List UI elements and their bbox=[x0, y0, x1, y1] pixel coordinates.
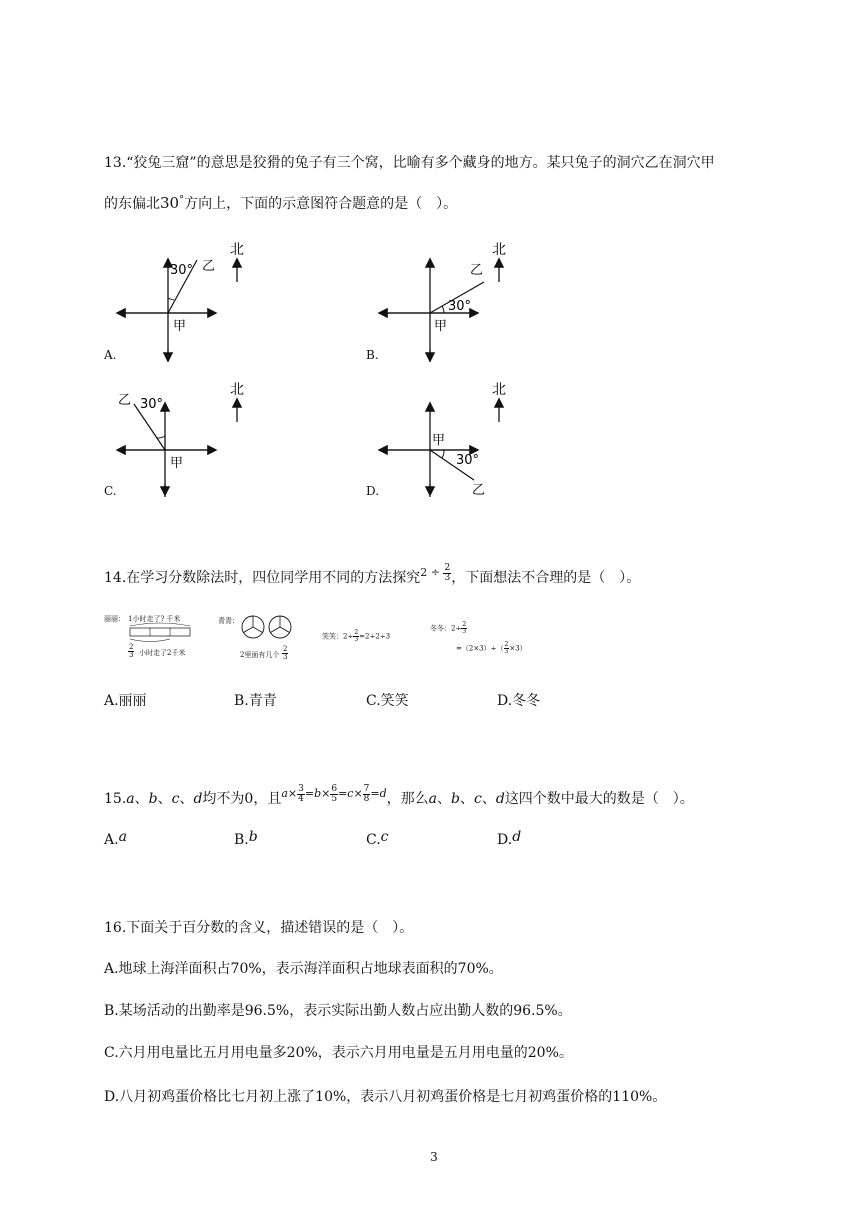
q15-prefix: 15. bbox=[104, 791, 127, 807]
q16-option-c[interactable]: C.六月用电量比五月用电量多20%，表示六月用电量是五月用电量的20%。 bbox=[104, 1045, 573, 1061]
q14-expr-num: 2 bbox=[444, 562, 451, 573]
qingqing-caption: 2里面有几个 bbox=[240, 651, 280, 659]
pie-circles-icon bbox=[240, 614, 296, 642]
north-label: 北 bbox=[492, 242, 506, 258]
q13-line2 bbox=[104, 193, 457, 213]
lili-name: 丽丽： bbox=[104, 615, 125, 623]
opt-var: d bbox=[512, 829, 522, 845]
times: × bbox=[321, 787, 331, 800]
north-label: 北 bbox=[230, 242, 244, 258]
dongdong-frac-den: 3 bbox=[462, 628, 467, 635]
jia-label: 甲 bbox=[432, 433, 446, 448]
var-d2: d bbox=[495, 791, 505, 807]
lili-bottom: 小时走了2千米 bbox=[139, 649, 186, 657]
jia-label: 甲 bbox=[170, 456, 184, 471]
q15-text3: 这四个数中最大的数是（ ）。 bbox=[504, 791, 694, 807]
sep: 、 bbox=[460, 791, 474, 807]
q15-option-d[interactable] bbox=[497, 829, 522, 848]
north-label: 北 bbox=[492, 382, 506, 398]
q13-option-d[interactable]: D. bbox=[366, 484, 380, 498]
north-label: 北 bbox=[230, 382, 244, 398]
f3-num: 7 bbox=[363, 783, 370, 794]
q16-option-b[interactable]: B.某场活动的出勤率是96.5%，表示实际出勤人数占应出勤人数的96.5%。 bbox=[104, 1003, 572, 1019]
q13-diagram-a bbox=[110, 232, 260, 362]
qingqing-name: 青青： bbox=[218, 617, 239, 625]
equals: = bbox=[370, 787, 380, 800]
q14-xiaoxiao-figure bbox=[322, 630, 422, 650]
q16-option-d[interactable]: D.八月初鸡蛋价格比七月初上涨了10%，表示八月初鸡蛋价格是七月初鸡蛋价格的110%。 bbox=[104, 1089, 667, 1105]
q13-option-b[interactable]: B. bbox=[366, 348, 379, 362]
dongdong-line2-frac-den: 3 bbox=[504, 648, 509, 655]
q13-text-b: 方向上，下面的示意图符合题意的是（ ）。 bbox=[184, 196, 458, 212]
opt-label: C. bbox=[366, 832, 381, 848]
dongdong-line2a: =（2×3）÷（ bbox=[456, 644, 504, 653]
sep: 、 bbox=[481, 791, 496, 807]
q15-equation bbox=[281, 783, 387, 804]
equals: = bbox=[304, 787, 315, 800]
sep: 、 bbox=[157, 791, 172, 807]
yi-label: 乙 bbox=[470, 263, 484, 278]
q14-option-b[interactable]: B.青青 bbox=[234, 693, 277, 709]
q15-option-c[interactable] bbox=[366, 829, 389, 848]
xiaoxiao-frac-num: 2 bbox=[354, 629, 359, 636]
q14-expr-den: 3 bbox=[444, 572, 451, 583]
eq-b: b bbox=[314, 787, 322, 800]
f1-den: 4 bbox=[298, 793, 304, 804]
q14-dongdong-figure bbox=[430, 620, 540, 656]
q13-diagram-d bbox=[372, 372, 522, 502]
times: × bbox=[287, 787, 298, 800]
opt-var: c bbox=[380, 829, 389, 845]
yi-label: 乙 bbox=[202, 259, 216, 274]
qingqing-frac-den: 3 bbox=[283, 653, 288, 661]
yi-label: 乙 bbox=[472, 483, 486, 498]
lili-frac-den: 3 bbox=[129, 651, 134, 659]
xiaoxiao-frac-den: 3 bbox=[354, 636, 359, 643]
angle-label: 30° bbox=[456, 453, 480, 468]
xiaoxiao-rest: =2÷2÷3 bbox=[359, 632, 391, 641]
opt-label: A. bbox=[104, 832, 119, 848]
sep: 、 bbox=[437, 791, 452, 807]
eq-d: d bbox=[379, 787, 387, 800]
q13-line1: 13.“狡兔三窟”的意思是狡猾的兔子有三个窝，比喻有多个藏身的地方。某只兔子的洞穴乙在洞穴甲 bbox=[104, 155, 715, 171]
jia-label: 甲 bbox=[434, 319, 448, 334]
var-a: a bbox=[126, 791, 135, 807]
q13-diagram-b bbox=[372, 232, 522, 362]
var-b2: b bbox=[451, 791, 460, 807]
opt-label: B. bbox=[234, 832, 249, 848]
q15-option-a[interactable] bbox=[104, 829, 127, 848]
dongdong-frac-num: 2 bbox=[462, 621, 467, 628]
lili-frac-num: 2 bbox=[129, 643, 134, 651]
lili-bar-icon bbox=[128, 622, 192, 644]
q13-angle-num: 30 bbox=[160, 194, 180, 212]
var-c2: c bbox=[474, 791, 482, 807]
angle-label: 30° bbox=[448, 299, 472, 314]
yi-label: 乙 bbox=[118, 393, 132, 408]
qingqing-frac-num: 2 bbox=[283, 645, 288, 653]
q14-text-b: ，下面想法不合理的是（ ）。 bbox=[451, 570, 641, 586]
opt-var: b bbox=[248, 829, 258, 845]
q13-angle-deg: ° bbox=[179, 194, 185, 206]
var-b: b bbox=[148, 791, 158, 807]
xiaoxiao-text: 笑笑：2÷ bbox=[322, 632, 354, 641]
page-number: 3 bbox=[430, 1150, 438, 1164]
f3-den: 8 bbox=[363, 793, 370, 804]
q14-expr-left: 2 ÷ bbox=[420, 566, 440, 579]
var-d: d bbox=[193, 791, 203, 807]
var-a2: a bbox=[428, 791, 438, 807]
sep: 、 bbox=[134, 791, 149, 807]
dongdong-line1: 冬冬：2÷ bbox=[430, 624, 462, 633]
q15-stem bbox=[104, 783, 694, 810]
angle-label: 30° bbox=[140, 397, 164, 412]
dongdong-line2-frac-num: 2 bbox=[504, 641, 509, 648]
dongdong-line2b: ×3） bbox=[509, 644, 527, 653]
q14-option-a[interactable]: A.丽丽 bbox=[104, 693, 147, 709]
q14-option-c[interactable]: C.笑笑 bbox=[366, 693, 409, 709]
q13-option-a[interactable]: A. bbox=[104, 348, 117, 362]
q14-stem bbox=[104, 562, 641, 589]
eq-a: a bbox=[281, 787, 288, 800]
q16-option-a[interactable]: A.地球上海洋面积占70%，表示海洋面积占地球表面积的70%。 bbox=[104, 961, 503, 977]
sep: 、 bbox=[179, 791, 194, 807]
q13-text-a: 的东偏北 bbox=[104, 196, 160, 212]
f2-den: 5 bbox=[331, 793, 338, 804]
q15-text2: ，那么 bbox=[386, 791, 429, 807]
equals: = bbox=[338, 787, 348, 800]
q14-option-d[interactable]: D.冬冬 bbox=[497, 693, 541, 709]
jia-label: 甲 bbox=[173, 319, 187, 334]
q14-qingqing-figure bbox=[218, 612, 308, 664]
f2-num: 6 bbox=[331, 783, 338, 794]
f1-num: 3 bbox=[298, 783, 304, 794]
q13-option-c[interactable]: C. bbox=[104, 484, 117, 498]
times: × bbox=[353, 787, 363, 800]
lili-top: 1小时走了? 千米 bbox=[128, 615, 181, 623]
q15-option-b[interactable] bbox=[234, 829, 258, 848]
opt-var: a bbox=[118, 829, 127, 845]
angle-label: 30° bbox=[170, 263, 194, 278]
q16-stem: 16.下面关于百分数的含义，描述错误的是（ ）。 bbox=[104, 920, 414, 936]
q13-diagram-c bbox=[110, 372, 260, 502]
q14-text-a: 14.在学习分数除法时，四位同学用不同的方法探究 bbox=[104, 570, 421, 586]
q15-text1: 均不为0，且 bbox=[202, 791, 282, 807]
var-c: c bbox=[171, 791, 180, 807]
eq-c: c bbox=[347, 787, 354, 800]
q14-lili-figure bbox=[104, 612, 204, 662]
opt-label: D. bbox=[497, 832, 513, 848]
q14-expression bbox=[420, 562, 451, 583]
